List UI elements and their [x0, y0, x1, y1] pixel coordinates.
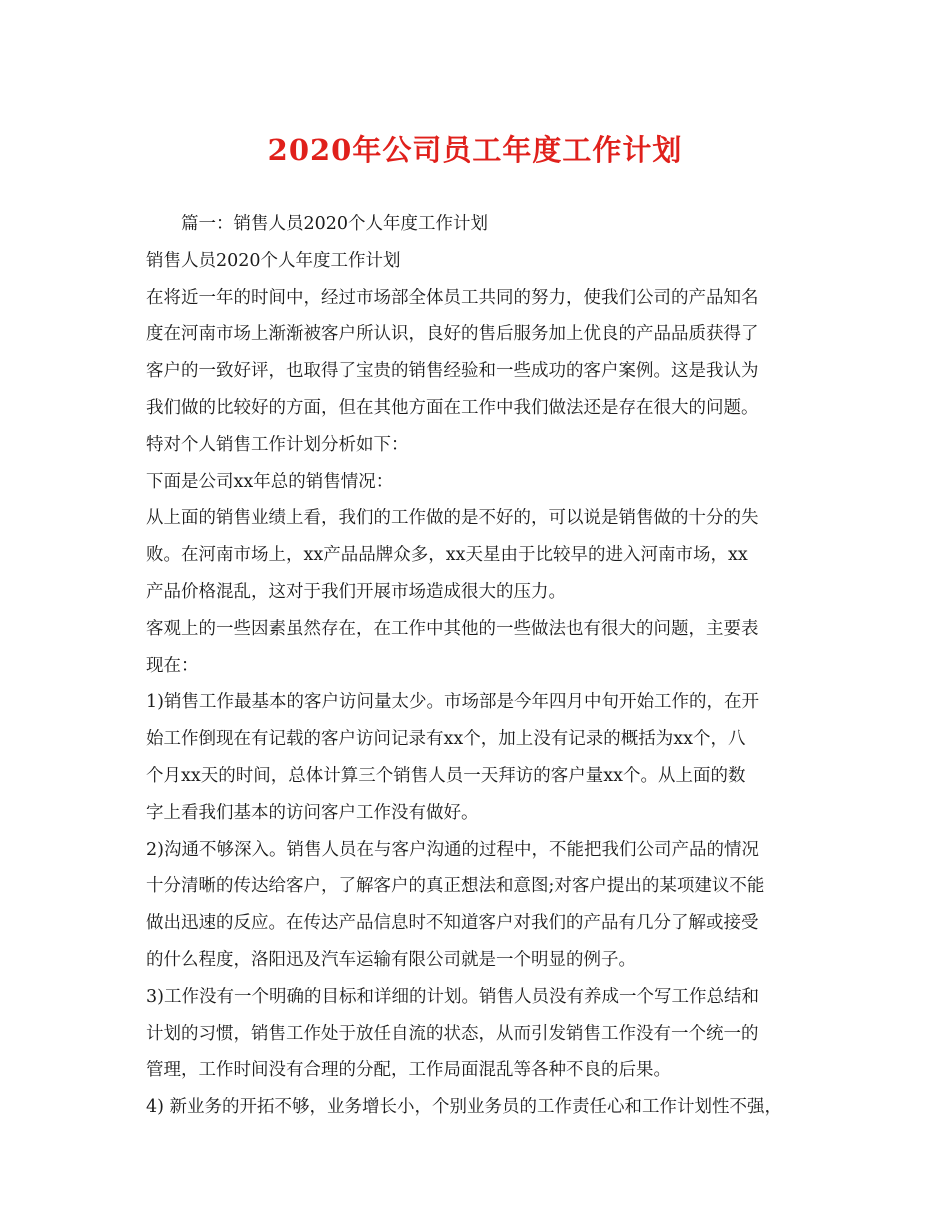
list-item-line: 1)销售工作最基本的客户访问量太少。市场部是今年四月中旬开始工作的，在开 [146, 692, 759, 713]
list-item-line: 3)工作没有一个明确的目标和详细的计划。销售人员没有养成一个写工作总结和 [146, 986, 759, 1007]
list-item-line: 计划的习惯，销售工作处于放任自流的状态，从而引发销售工作没有一个统一的 [146, 1023, 759, 1044]
list-item-line: 十分清晰的传达给客户，了解客户的真正想法和意图;对客户提出的某项建议不能 [146, 876, 765, 897]
paragraph-line: 客观上的一些因素虽然存在，在工作中其他的一些做法也有很大的问题，主要表 [146, 618, 759, 639]
paragraph-line: 下面是公司xx年总的销售情况： [146, 471, 394, 492]
list-item-line: 做出迅速的反应。在传达产品信息时不知道客户对我们的产品有几分了解或接受 [146, 913, 759, 934]
list-item-line: 个月xx天的时间，总体计算三个销售人员一天拜访的客户量xx个。从上面的数 [146, 765, 746, 786]
paragraph-line: 败。在河南市场上，xx产品品牌众多，xx天星由于比较早的进入河南市场，xx [146, 545, 748, 566]
paragraph-line: 现在： [146, 655, 199, 676]
paragraph-line: 在将近一年的时间中，经过市场部全体员工共同的努力，使我们公司的产品知名 [146, 287, 759, 308]
document-title: 2020年公司员工年度工作计划 [267, 133, 683, 167]
document-body [146, 206, 826, 1126]
list-item-line: 4) 新业务的开拓不够，业务增长小，个别业务员的工作责任心和工作计划性不强， [146, 1097, 783, 1118]
list-item-line: 的什么程度，洛阳迅及汽车运输有限公司就是一个明显的例子。 [146, 949, 636, 970]
paragraph-line: 客户的一致好评，也取得了宝贵的销售经验和一些成功的客户案例。这是我认为 [146, 361, 759, 382]
section-heading: 篇一：销售人员2020个人年度工作计划 [181, 214, 489, 234]
paragraph-line: 特对个人销售工作计划分析如下： [146, 434, 409, 455]
list-item-line: 2)沟通不够深入。销售人员在与客户沟通的过程中，不能把我们公司产品的情况 [146, 839, 759, 860]
subheading: 销售人员2020个人年度工作计划 [146, 250, 401, 271]
list-item-line: 始工作倒现在有记载的客户访问记录有xx个，加上没有记录的概括为xx个，八 [146, 729, 746, 750]
paragraph-line: 度在河南市场上渐渐被客户所认识，良好的售后服务加上优良的产品品质获得了 [146, 324, 759, 345]
paragraph-line: 从上面的销售业绩上看，我们的工作做的是不好的，可以说是销售做的十分的失 [146, 508, 759, 529]
paragraph-line: 产品价格混乱，这对于我们开展市场造成很大的压力。 [146, 581, 566, 602]
list-item-line: 管理，工作时间没有合理的分配，工作局面混乱等各种不良的后果。 [146, 1060, 671, 1081]
paragraph-line: 我们做的比较好的方面，但在其他方面在工作中我们做法还是存在很大的问题。 [146, 397, 759, 418]
list-item-line: 字上看我们基本的访问客户工作没有做好。 [146, 802, 479, 823]
